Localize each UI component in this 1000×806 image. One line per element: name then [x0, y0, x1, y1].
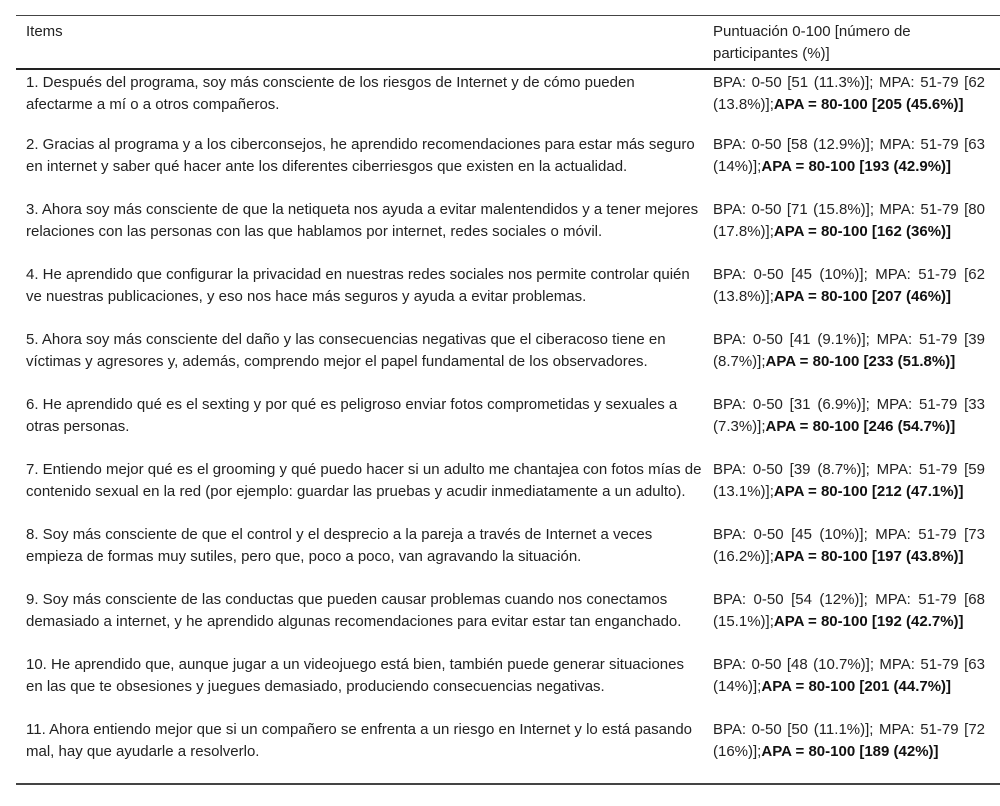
score-cell — [713, 394, 1000, 459]
results-table — [16, 15, 1000, 785]
score-text — [713, 524, 985, 567]
score-text — [713, 264, 985, 307]
score-cell — [713, 654, 1000, 719]
score-high: APA = 80-100 [197 (43.8%)] — [773, 547, 964, 565]
score-ranges: BPA: 0-50 [58 (12.9%)]; MPA: 51-79 [63 (14%)]; — [713, 136, 985, 175]
score-text — [713, 654, 985, 697]
table-row — [16, 329, 1000, 394]
score-high: APA = 80-100 [201 (44.7%)] — [761, 677, 952, 695]
score-ranges: BPA: 0-50 [31 (6.9%)]; MPA: 51-79 [33 (7.3%)]; — [713, 396, 985, 435]
score-text — [713, 199, 985, 242]
score-text — [713, 394, 985, 437]
table-header — [16, 16, 1000, 70]
table-row — [16, 719, 1000, 784]
item-cell: 1. Después del programa, soy más consciente de los riesgos de Internet y de cómo pueden afectarme a mí o a otros compañeros. — [26, 74, 635, 113]
score-high: APA = 80-100 [212 (47.1%)] — [773, 482, 964, 500]
item-cell: 9. Soy más consciente de las conductas que pueden causar problemas cuando nos conectamos demasiado a internet, y he aprendido algunas recomendaciones para evitar estar tan enganchado. — [26, 591, 682, 630]
score-cell — [713, 199, 1000, 264]
score-high: APA = 80-100 [193 (42.9%)] — [761, 157, 952, 175]
score-high: APA = 80-100 [246 (54.7%)] — [765, 417, 956, 435]
table-row — [16, 589, 1000, 654]
table-row — [16, 264, 1000, 329]
table-row — [16, 69, 1000, 134]
score-ranges: BPA: 0-50 [50 (11.1%)]; MPA: 51-79 [72 (16%)]; — [713, 721, 985, 760]
item-cell: 8. Soy más consciente de que el control y el desprecio a la pareja a través de Internet a veces empieza de formas muy sutiles, pero que, poco a poco, van agravando la situación. — [26, 526, 653, 565]
table-row — [16, 134, 1000, 199]
item-cell: 7. Entiendo mejor qué es el grooming y qué puedo hacer si un adulto me chantajea con fotos mías de contenido sexual en la red (por ejemplo: guardar las pruebas y acudir inmediatamente a un adulto). — [26, 461, 702, 500]
score-high: APA = 80-100 [207 (46%)] — [773, 287, 952, 305]
score-text — [713, 134, 985, 177]
score-high: APA = 80-100 [162 (36%)] — [773, 222, 952, 240]
header-items: Items — [26, 23, 63, 40]
table-row — [16, 394, 1000, 459]
table-body — [16, 69, 1000, 784]
item-cell: 10. He aprendido que, aunque jugar a un videojuego está bien, también puede generar situaciones en las que te obsesiones y juegues demasiado, produciendo consecuencias negativas. — [26, 656, 684, 695]
table-row — [16, 459, 1000, 524]
score-cell — [713, 719, 1000, 784]
score-high: APA = 80-100 [233 (51.8%)] — [765, 352, 956, 370]
score-cell — [713, 329, 1000, 394]
score-text — [713, 719, 985, 762]
score-cell — [713, 69, 1000, 134]
score-cell — [713, 589, 1000, 654]
score-cell — [713, 524, 1000, 589]
score-ranges: BPA: 0-50 [39 (8.7%)]; MPA: 51-79 [59 (13.1%)]; — [713, 461, 985, 500]
item-cell: 6. He aprendido qué es el sexting y por qué es peligroso enviar fotos comprometidas y sexuales a otras personas. — [26, 396, 678, 435]
score-text — [713, 72, 985, 115]
score-ranges: BPA: 0-50 [51 (11.3%)]; MPA: 51-79 [62 (13.8%)]; — [713, 74, 985, 113]
score-text — [713, 329, 985, 372]
table-row — [16, 199, 1000, 264]
score-ranges: BPA: 0-50 [45 (10%)]; MPA: 51-79 [73 (16.2%)]; — [713, 526, 985, 565]
item-cell: 4. He aprendido que configurar la privacidad en nuestras redes sociales nos permite controlar quién ve nuestras publicaciones, y eso nos hace más seguros y ayuda a evitar problemas. — [26, 266, 690, 305]
score-text — [713, 459, 985, 502]
score-cell — [713, 134, 1000, 199]
score-ranges: BPA: 0-50 [48 (10.7%)]; MPA: 51-79 [63 (14%)]; — [713, 656, 985, 695]
score-high: APA = 80-100 [192 (42.7%)] — [773, 612, 964, 630]
score-ranges: BPA: 0-50 [45 (10%)]; MPA: 51-79 [62 (13.8%)]; — [713, 266, 985, 305]
score-high: APA = 80-100 [205 (45.6%)] — [773, 95, 964, 113]
item-cell: 11. Ahora entiendo mejor que si un compañero se enfrenta a un riesgo en Internet y lo está pasando mal, hay que ayudarle a resolverlo. — [26, 721, 692, 760]
item-cell: 3. Ahora soy más consciente de que la netiqueta nos ayuda a evitar malentendidos y a tener mejores relaciones con las personas con las que hablamos por internet, redes sociales o móvil. — [26, 201, 699, 240]
score-cell — [713, 459, 1000, 524]
item-cell: 5. Ahora soy más consciente del daño y las consecuencias negativas que el ciberacoso tiene en víctimas y agresores y, además, comprendo mejor el papel fundamental de los observadores. — [26, 331, 666, 370]
score-text — [713, 589, 985, 632]
score-cell — [713, 264, 1000, 329]
score-ranges: BPA: 0-50 [41 (9.1%)]; MPA: 51-79 [39 (8.7%)]; — [713, 331, 985, 370]
score-high: APA = 80-100 [189 (42%)] — [761, 742, 939, 760]
header-row — [16, 16, 1000, 70]
table-row — [16, 654, 1000, 719]
score-ranges: BPA: 0-50 [54 (12%)]; MPA: 51-79 [68 (15.1%)]; — [713, 591, 985, 630]
score-ranges: BPA: 0-50 [71 (15.8%)]; MPA: 51-79 [80 (17.8%)]; — [713, 201, 985, 240]
header-score: Puntuación 0-100 [número de participantes (%)] — [713, 23, 911, 62]
table-row — [16, 524, 1000, 589]
item-cell: 2. Gracias al programa y a los ciberconsejos, he aprendido recomendaciones para estar más seguro en internet y saber qué hacer ante los diferentes ciberriesgos que existen en la actualidad. — [26, 136, 695, 175]
